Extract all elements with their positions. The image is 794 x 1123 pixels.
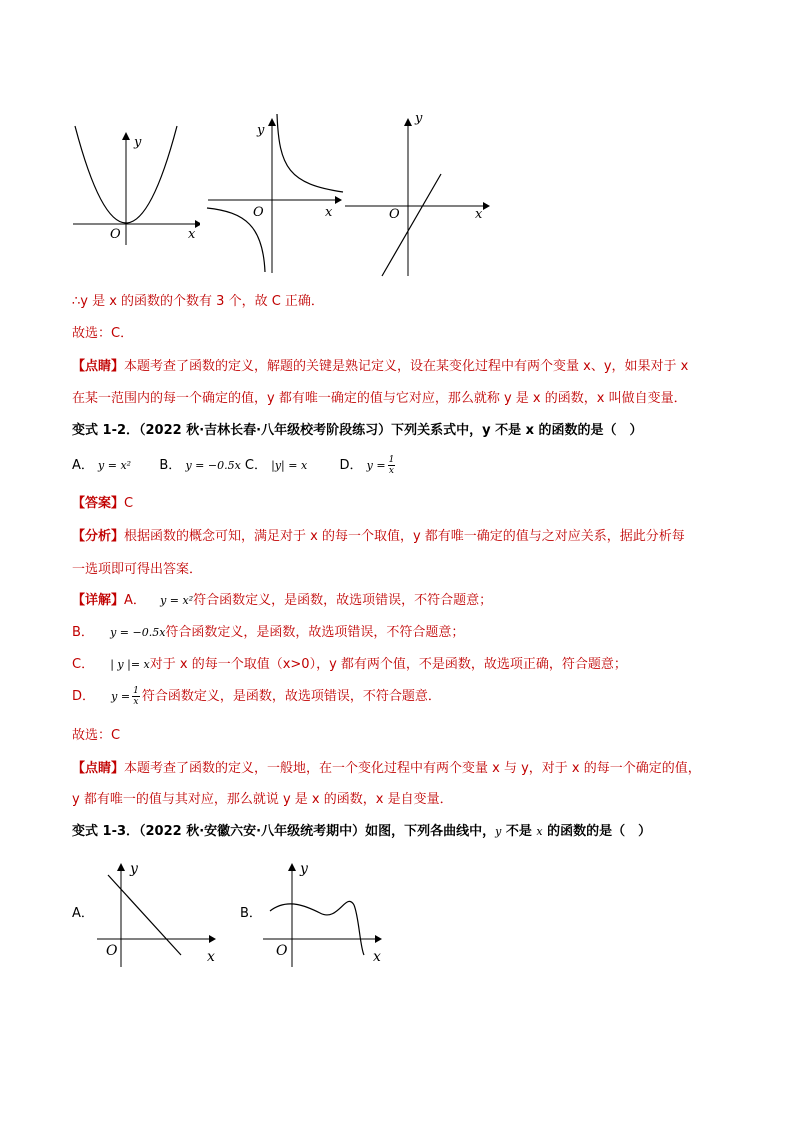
y-axis-label: y	[257, 123, 265, 138]
detail-d-label: D．	[72, 689, 96, 704]
detail-b-text: 符合函数定义，是函数，故选项错误，不符合题意；	[165, 625, 465, 640]
y-axis-label: y	[134, 135, 142, 150]
option-a-formula: y = x²	[98, 459, 132, 472]
var-x: x	[536, 825, 543, 838]
y-axis-label: y	[300, 861, 308, 877]
origin-label: O	[106, 943, 118, 959]
detail-b-label: B．	[72, 625, 94, 640]
option-b-formula: y = −0.5x	[185, 459, 241, 472]
detail-tag: 【详解】	[72, 593, 125, 608]
option-b-graph	[260, 855, 390, 970]
option-c-label: C．	[244, 458, 267, 473]
option-d-fraction: $\frac{1}{x}$	[388, 455, 395, 476]
comment-1-line-1	[72, 357, 688, 377]
x-axis-label: x	[373, 949, 381, 965]
detail-b-formula: y = −0.5x	[110, 626, 166, 639]
analysis-tag: 【分析】	[72, 529, 125, 544]
answer-tag: 【答案】	[72, 496, 125, 511]
detail-d-fraction: $\frac{1}{x}$	[133, 686, 139, 707]
detail-c-text: 对于 x 的每一个取值（x>0），y 都有两个值，不是函数，故选项正确，符合题意；	[149, 657, 627, 672]
x-axis-label: x	[207, 949, 215, 965]
question-3-title-post: 的函数的是（ ）	[542, 824, 652, 839]
x-axis-label: x	[188, 227, 196, 242]
question-2-title: 变式 1-2．（2022 秋·吉林长春·八年级校考阶段练习）下列关系式中，y 不是 x 的函数的是（ ）	[72, 423, 643, 438]
analysis-line-2: 一选项即可得出答案．	[72, 562, 203, 577]
y-axis-label: y	[130, 861, 138, 877]
comment-1-line-2: 在某一范围内的每一个确定的值，y 都有唯一确定的值与它对应，那么就称 y 是 x 的函数，x 叫做自变量．	[72, 391, 687, 406]
origin-label: O	[110, 227, 121, 242]
detail-c-label: C．	[72, 657, 95, 672]
detail-line-a	[72, 591, 492, 611]
linear-graph	[345, 108, 495, 280]
detail-d-lhs: y =	[111, 690, 131, 703]
detail-line-d	[72, 686, 441, 707]
y-axis-label: y	[415, 111, 423, 126]
comment-2-line-2: y 都有唯一的值与其对应，那么就说 y 是 x 的函数，x 是自变量．	[72, 792, 453, 807]
detail-line-c	[72, 655, 627, 675]
comment-tag: 【点睛】	[72, 761, 125, 776]
comment-2-line-1	[72, 759, 701, 779]
option-a-label: A．	[72, 458, 94, 473]
var-y: y	[495, 825, 502, 838]
comment-text: 本题考查了函数的定义，一般地，在一个变化过程中有两个变量 x 与 y，对于 x 的每一个确定的值，	[124, 761, 701, 776]
detail-c-formula: | y |= x	[110, 658, 150, 671]
question-2-options	[72, 455, 397, 476]
origin-label: O	[276, 943, 288, 959]
comment-text: 本题考查了函数的定义，解题的关键是熟记定义，设在某变化过程中有两个变量 x、y，如果对于 x	[124, 359, 689, 374]
x-axis-label: x	[325, 205, 333, 220]
analysis-line-1	[72, 527, 685, 547]
option-d-lhs: y =	[366, 459, 386, 472]
analysis-text: 根据函数的概念可知，满足对于 x 的每一个取值，y 都有唯一确定的值与之对应关系，据此分析每	[124, 529, 685, 544]
detail-a-formula: y = x²	[160, 594, 194, 607]
conclusion-line: ∴y 是 x 的函数的个数有 3 个，故 C 正确．	[72, 294, 324, 309]
question-3-title	[72, 822, 651, 842]
comment-tag: 【点睛】	[72, 359, 125, 374]
option-a-label: A．	[72, 906, 94, 921]
option-b-label: B．	[159, 458, 182, 473]
origin-label: O	[389, 207, 400, 222]
choose-line-2: 故选：C	[72, 728, 121, 743]
detail-a-text: 符合函数定义，是函数，故选项错误，不符合题意；	[193, 593, 493, 608]
question-3-title-mid: 不是	[501, 824, 537, 839]
answer-value: C	[124, 496, 134, 511]
detail-line-b	[72, 623, 464, 643]
detail-d-text: 符合函数定义，是函数，故选项错误，不符合题意．	[141, 689, 441, 704]
option-a-graph	[92, 855, 222, 970]
detail-a-label: A．	[124, 593, 146, 608]
origin-label: O	[253, 205, 264, 220]
question-3-title-pre: 变式 1-3．（2022 秋·安徽六安·八年级统考期中）如图，下列各曲线中，	[72, 824, 496, 839]
option-b-label: B．	[240, 906, 262, 921]
choose-line-1: 故选：C．	[72, 326, 134, 341]
option-d-label: D．	[339, 458, 363, 473]
x-axis-label: x	[475, 207, 483, 222]
option-c-formula: |y| = x	[271, 459, 308, 472]
parabola-graph	[70, 120, 200, 250]
hyperbola-graph	[205, 108, 350, 278]
answer-line	[72, 494, 133, 514]
